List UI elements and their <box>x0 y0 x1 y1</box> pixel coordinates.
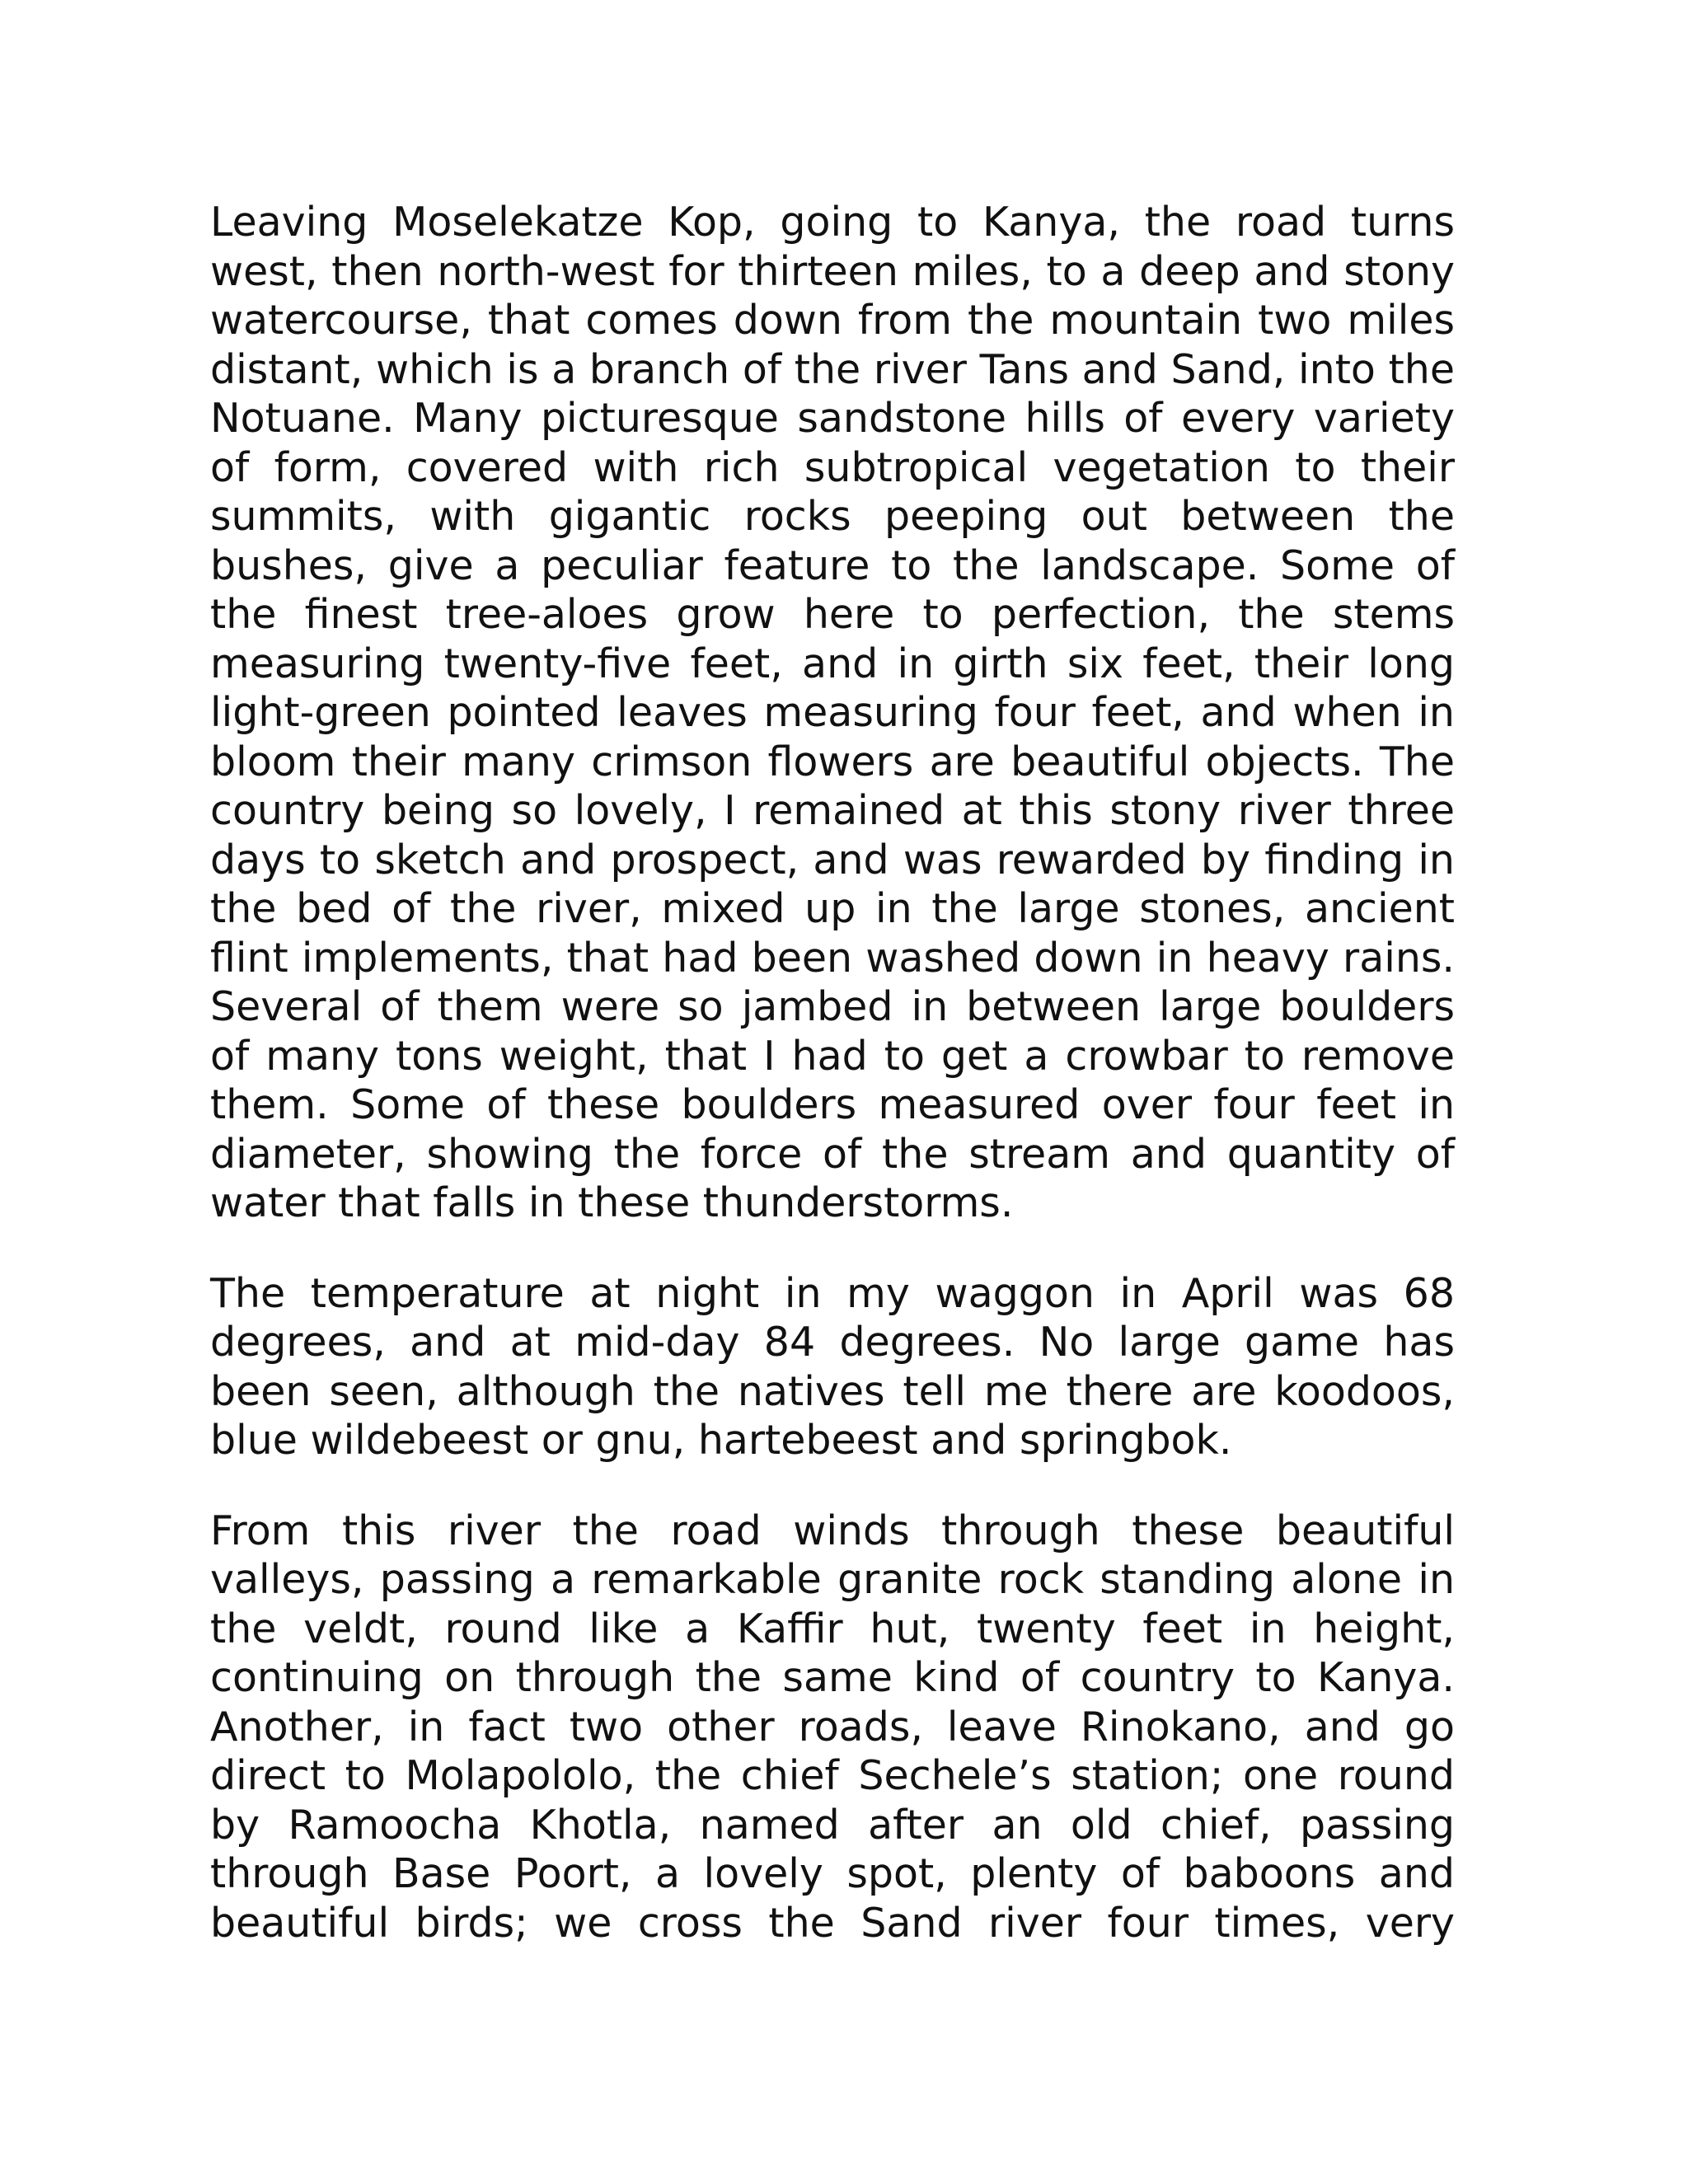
paragraph-1: Leaving Moselekatze Kop, going to Kanya, the road turns west, then north-west for thirteen miles, to a deep and stony watercourse, that comes down from the mountain two miles distant, which is a branch of the river Tans and Sand, into the Notuane. Many picturesque sandstone hills of every variety of form, covered with rich subtropical vegetation to their summits, with gigantic rocks peeping out between the bushes, give a peculiar feature to the landscape. Some of the finest tree-aloes grow here to perfection, the stems measuring twenty-five feet, and in girth six feet, their long light-green pointed leaves measuring four feet, and when in bloom their many crimson flowers are beautiful objects. The country being so lovely, I remained at this stony river three days to sketch and prospect, and was rewarded by finding in the bed of the river, mixed up in the large stones, ancient flint implements, that had been washed down in heavy rains. Several of them were so jambed in between large boulders of many tons weight, that I had to get a crowbar to remove them. Some of these boulders measured over four feet in diameter, showing the force of the stream and quantity of water that falls in these thunderstorms. <box>210 199 1455 1226</box>
paragraph-3: From this river the road winds through these beautiful valleys, passing a remarkable granite rock standing alone in the veldt, round like a Kaffir hut, twenty feet in height, continuing on through the same kind of country to Kanya. Another, in fact two other roads, leave Rinokano, and go direct to Molapololo, the chief Sechele’s station; one round by Ramoocha Khotla, named after an old chief, passing through Base Poort, a lovely spot, plenty of baboons and beautiful birds; we cross the Sand river four times, very <box>210 1507 1455 1947</box>
paragraph-2: The temperature at night in my waggon in April was 68 degrees, and at mid-day 84 degrees. No large game has been seen, although the natives tell me there are koodoos, blue wildebeest or gnu, hartebeest and springbok. <box>210 1269 1455 1464</box>
body-text <box>210 198 1455 1989</box>
